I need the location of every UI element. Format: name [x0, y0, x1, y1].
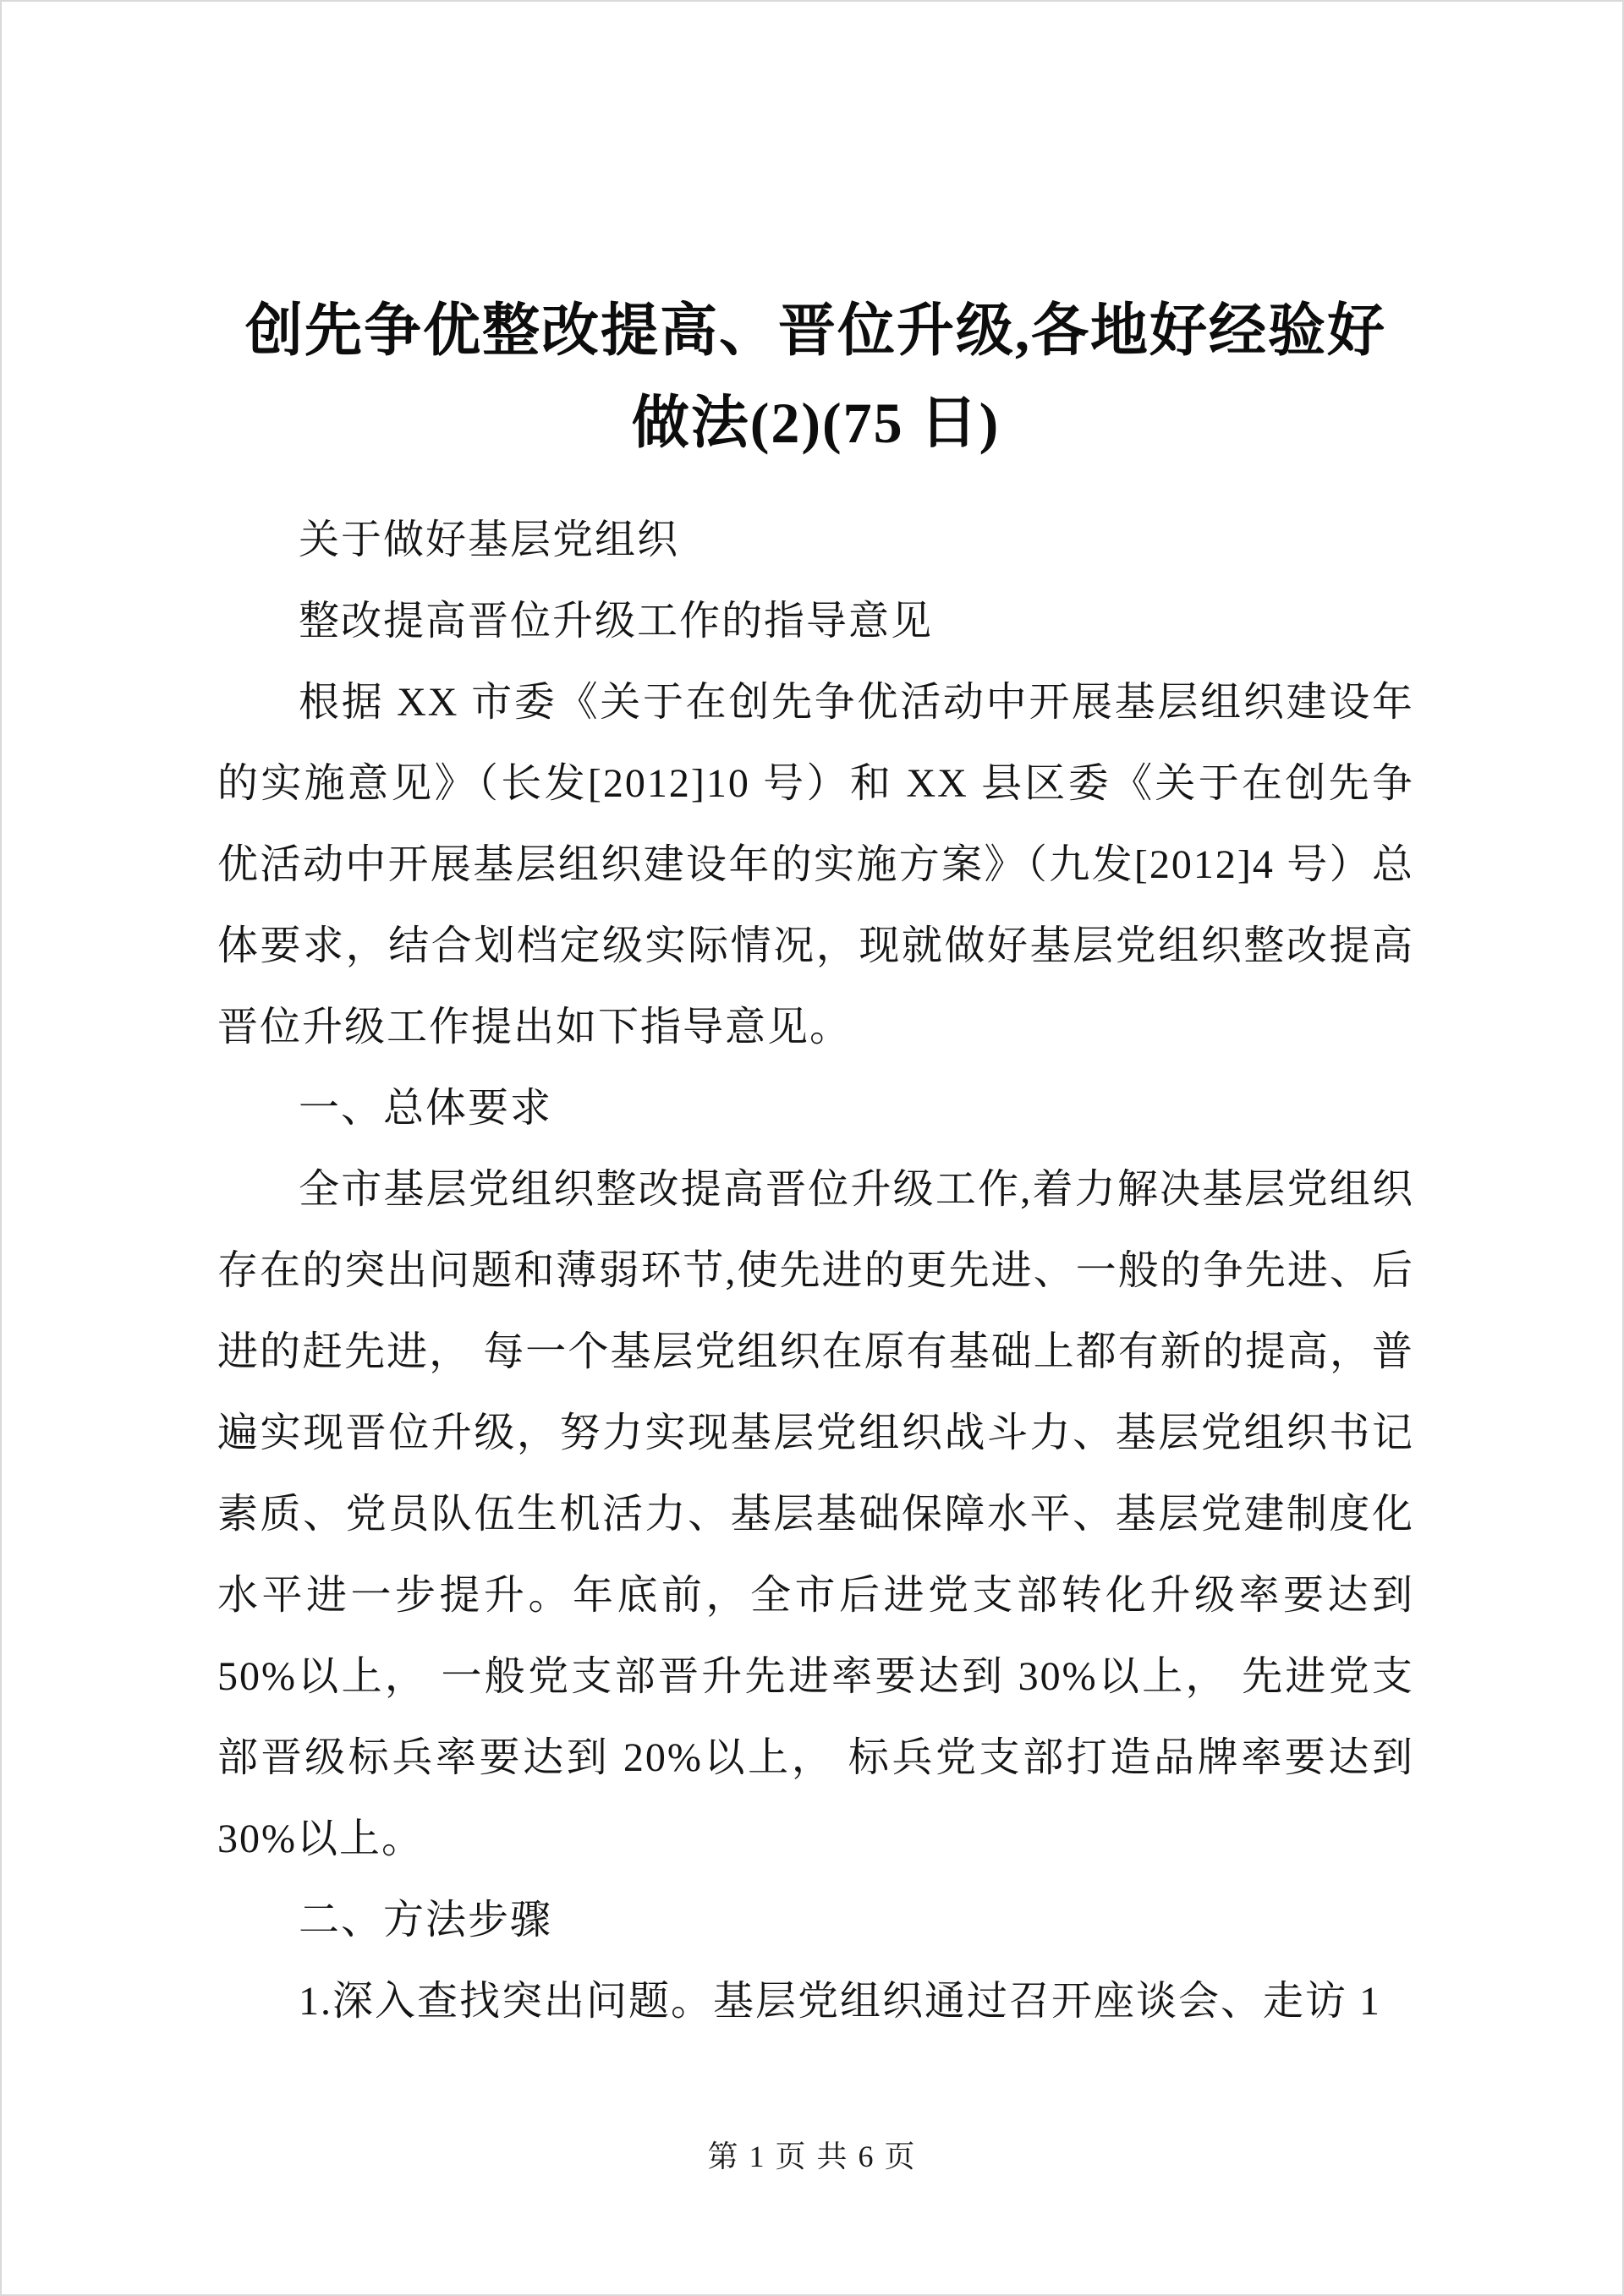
paragraph-intro-line-1: 关于做好基层党组织: [299, 517, 680, 562]
paragraph-section-1-body: 全市基层党组织整改提高晋位升级工作,着力解决基层党组织存在的突出问题和薄弱环节,使先进的更先进、一般的争先进、后进的赶先进， 每一个基层党组织在原有基础上都有新的提高，普遍实现晋位升级，努力实现基层党组织战斗力、基层党组织书记素质、党员队伍生机活力、基层基础保障水平、基层党建制度化水平进一步提升。年底前，全市后进党支部转化升级率要达到 50%以上， 一般党支部晋升先进率要达到 30%以上， 先进党支部晋级标兵率要达到 20%以上， 标兵党支部打造品牌率要达到 30%以上。: [217, 1166, 1414, 1861]
paragraph-intro-line-2: 整改提高晋位升级工作的指导意见: [299, 598, 934, 644]
heading-section-2: 二、方法步骤: [299, 1897, 553, 1943]
paragraph-section-2-item-1: 1.深入查找突出问题。基层党组织通过召开座谈会、走访 1: [299, 1978, 1382, 2024]
heading-section-1: 一、总体要求: [299, 1085, 553, 1131]
page-number-footer: 第 1 页 共 6 页: [707, 2140, 917, 2173]
document-content: [217, 285, 1414, 2042]
paragraph-basis: 根据 XX 市委《关于在创先争优活动中开展基层组织建设年的实施意见》（长发[2012]10 号）和 XX 县区委《关于在创先争优活动中开展基层组织建设年的实施方案》（九发[2012]4 号）总体要求，结合划档定级实际情况，现就做好基层党组织整改提高晋位升级工作提出如下指导意见。: [217, 679, 1414, 1049]
document-title: 创先争优整改提高、晋位升级,各地好经验好做法(2)(75 日): [244, 299, 1386, 455]
